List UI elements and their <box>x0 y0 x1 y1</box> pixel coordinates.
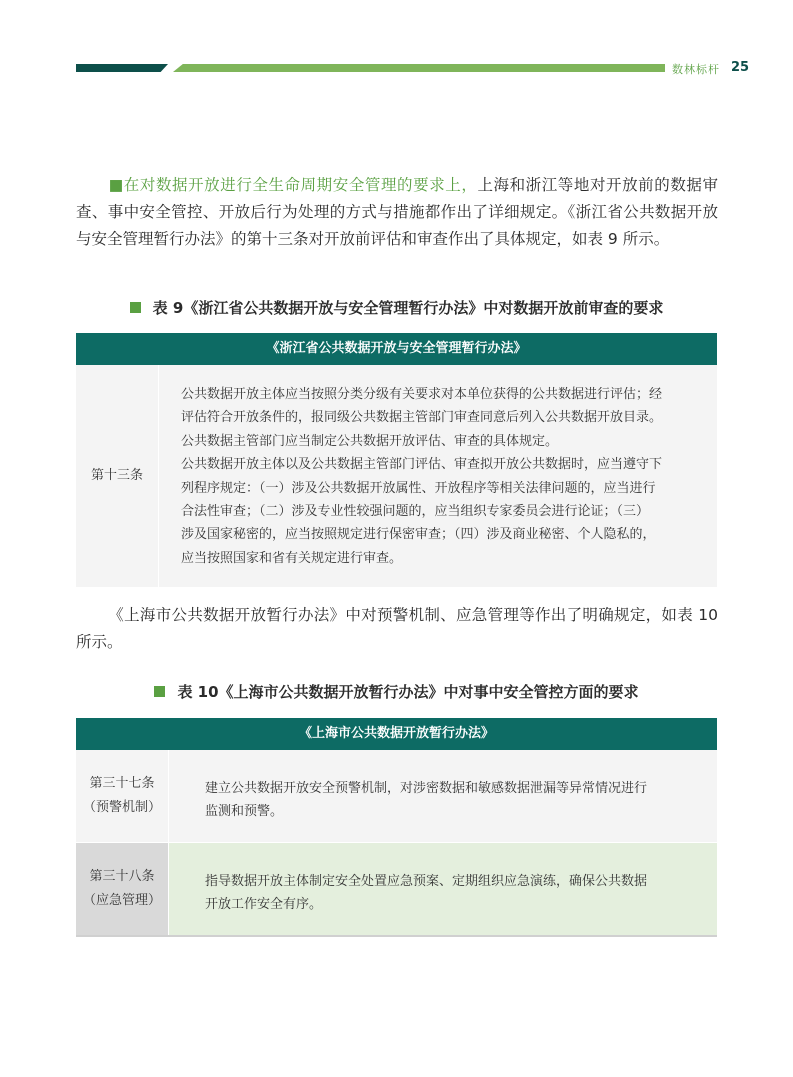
content-line: 列程序规定：（一）涉及公共数据开放属性、开放程序等相关法律问题的，应当进行 <box>181 480 656 496</box>
article-content <box>169 843 717 935</box>
table10-header: 《上海市公共数据开放暂行办法》 <box>76 718 717 750</box>
content-line: 公共数据开放主体应当按照分类分级有关要求对本单位获得的公共数据进行评估；经 <box>181 387 663 402</box>
content-line: 应当按照国家和省有关规定进行审查。 <box>181 550 403 566</box>
intro-paragraph <box>76 172 718 253</box>
table10 <box>76 718 717 937</box>
table-row <box>76 843 717 937</box>
caption-square-icon <box>154 686 165 697</box>
content-line: 评估符合开放条件的，报同级公共数据主管部门审查同意后列入公共数据开放目录。 <box>181 410 663 426</box>
table10-caption-text: 表 10《上海市公共数据开放暂行办法》中对事中安全管控方面的要求 <box>177 683 639 701</box>
page-number: 25 <box>731 60 750 75</box>
content-line: 监测和预警。 <box>205 804 284 820</box>
article-number: 第三十七条 <box>89 776 155 791</box>
article-cell <box>76 843 169 935</box>
intro-highlight: 在对数据开放进行全生命周期安全管理的要求上， <box>123 176 478 194</box>
caption-square-icon <box>130 302 141 313</box>
content-line: 涉及国家秘密的，应当按照规定进行保密审查；（四）涉及商业秘密、个人隐私的， <box>181 527 656 543</box>
article-cell <box>76 750 169 842</box>
intro-text: 上海和浙江等地对开放前的数据审查、事中安全管控、开放后行为处理的方式与措施都作出了详细规定。《浙江省公共数据开放与安全管理暂行办法》的第十三条对开放前评估和审查作出了具体规定，如表 9 所示。 <box>76 176 718 248</box>
content-line: 公共数据主管部门应当制定公共数据开放评估、审查的具体规定。 <box>181 433 559 449</box>
table9 <box>76 333 717 587</box>
highlight-square-icon: ■ <box>108 176 124 194</box>
content-line: 开放工作安全有序。 <box>205 897 323 913</box>
table9-caption-text: 表 9《浙江省公共数据开放与安全管理暂行办法》中对数据开放前审查的要求 <box>152 299 664 317</box>
article-number: 第三十八条 <box>89 869 155 884</box>
table-row <box>76 750 717 842</box>
table10-caption <box>0 681 793 702</box>
shanghai-paragraph <box>76 602 718 656</box>
content-line: 建立公共数据开放安全预警机制，对涉密数据和敏感数据泄漏等异常情况进行 <box>205 781 648 796</box>
header-dark-bar <box>76 64 168 72</box>
header-section-label: 数林标杆 <box>672 63 720 76</box>
table9-header: 《浙江省公共数据开放与安全管理暂行办法》 <box>76 333 717 365</box>
article-content <box>169 750 717 842</box>
content-line: 合法性审查；（二）涉及专业性较强问题的，应当组织专家委员会进行论证；（三） <box>181 504 650 520</box>
content-line: 公共数据开放主体以及公共数据主管部门评估、审查拟开放公共数据时，应当遵守下 <box>181 457 663 473</box>
content-line: 指导数据开放主体制定安全处置应急预案、定期组织应急演练，确保公共数据 <box>205 874 648 889</box>
table9-caption <box>0 297 793 318</box>
article-topic: （应急管理） <box>82 893 161 908</box>
article-topic: （预警机制） <box>82 800 161 815</box>
article-content <box>159 365 717 587</box>
header-green-bar <box>173 64 665 72</box>
table-row <box>76 365 717 587</box>
shanghai-text: 《上海市公共数据开放暂行办法》中对预警机制、应急管理等作出了明确规定，如表 10 所示。 <box>76 606 718 651</box>
article-cell: 第十三条 <box>76 365 159 587</box>
